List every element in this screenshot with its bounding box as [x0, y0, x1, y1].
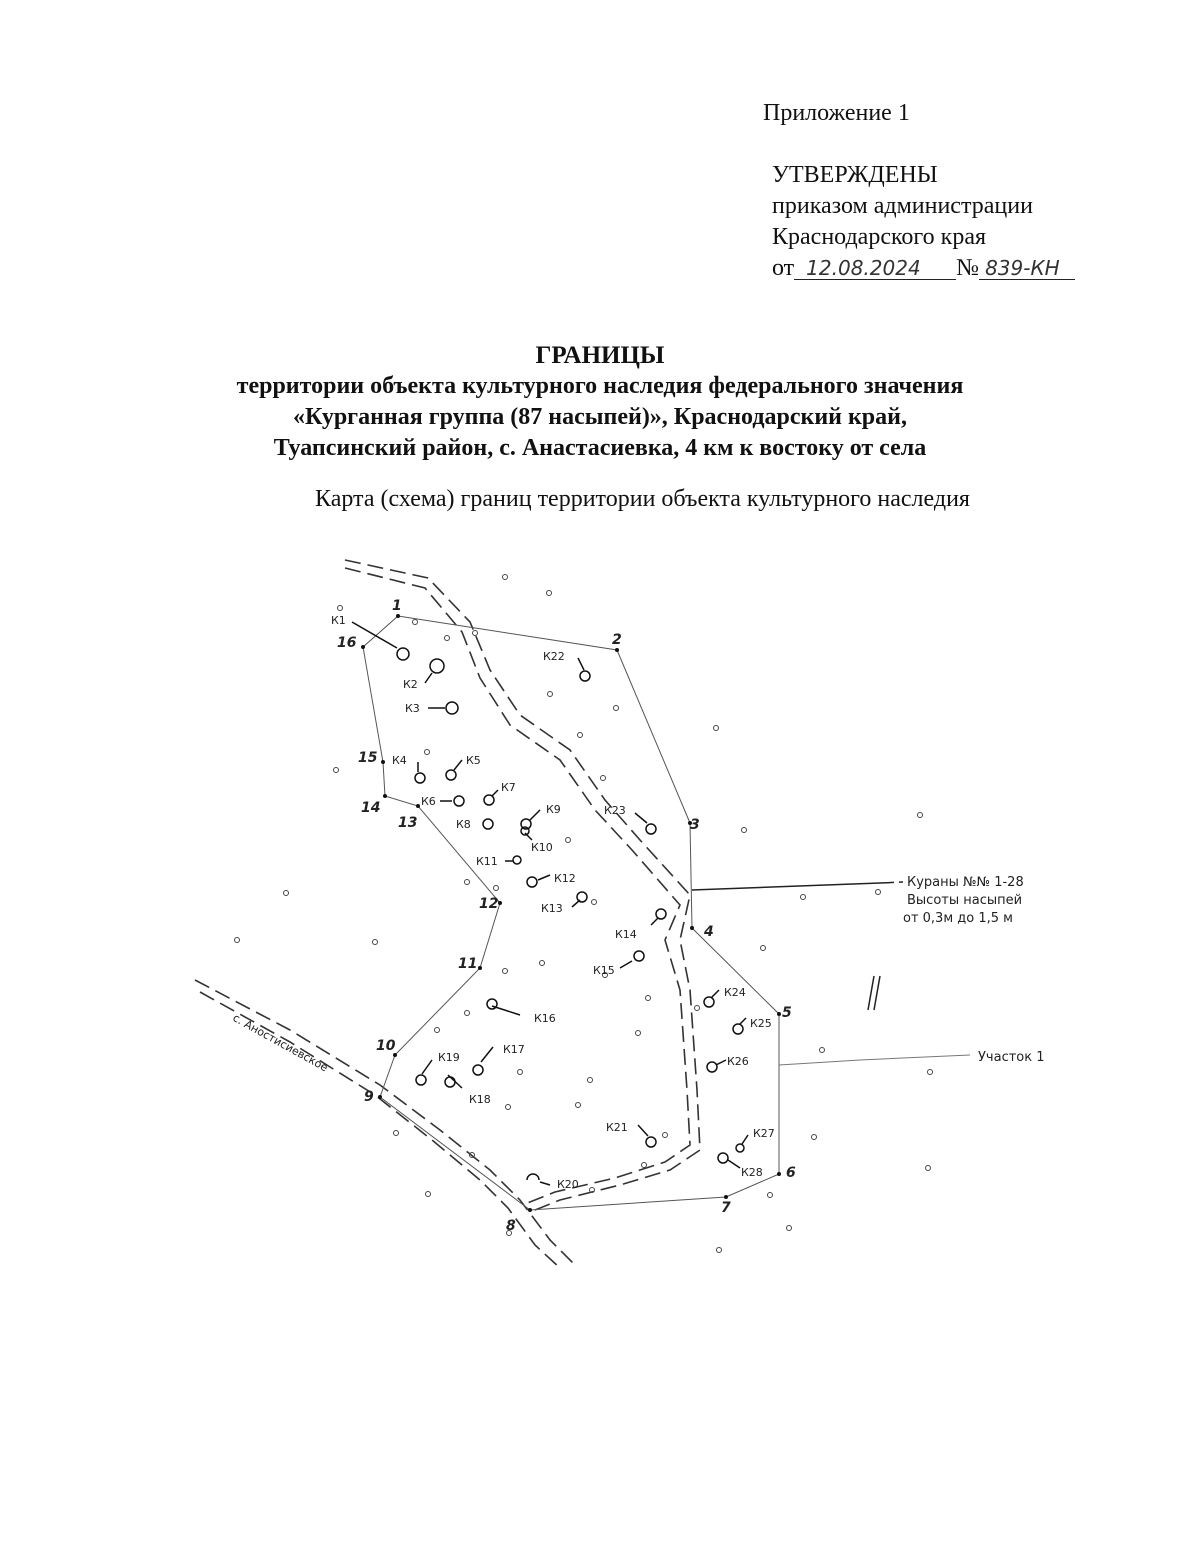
kurgan-label: К2 [403, 678, 418, 691]
date-value: 12.08.2024 [794, 257, 956, 280]
kurgan-label: К24 [724, 986, 746, 999]
kurgan-label: К7 [501, 781, 516, 794]
kurgan-label: К4 [392, 754, 407, 767]
boundary-point-label: 2 [612, 632, 622, 648]
approved-line-3: Краснодарского края [772, 224, 987, 250]
kurgan-label: К14 [615, 928, 637, 941]
boundary-point-label: 6 [786, 1165, 796, 1181]
kurgan-label: К27 [753, 1127, 775, 1140]
title-line-3: Туапсинский район, с. Анастасиевка, 4 км к востоку от села [273, 435, 927, 461]
boundary-point-label: 7 [721, 1200, 731, 1216]
kurgan-label: К19 [438, 1051, 460, 1064]
kurgan-label: К6 [421, 795, 436, 808]
kurgan-label: К10 [531, 841, 553, 854]
boundary-point-label: 14 [361, 800, 381, 816]
kurgan-label: К25 [750, 1017, 772, 1030]
appendix-label: Приложение 1 [763, 100, 910, 126]
boundary-point-labels [337, 598, 796, 1234]
kurgan-label: К5 [466, 754, 481, 767]
approval-date-line [772, 253, 1075, 284]
kurgan-label: К23 [604, 804, 626, 817]
approved-line-2: приказом администрации [772, 193, 1033, 219]
legend-line-3: от 0,3м до 1,5 м [903, 911, 1013, 926]
legend-line-1: Кураны №№ 1-28 [907, 875, 1024, 890]
boundary-point-label: 3 [690, 817, 700, 833]
plot-label: Участок 1 [978, 1050, 1045, 1065]
kurgan-label: К12 [554, 872, 576, 885]
kurgan-label: К21 [606, 1121, 628, 1134]
boundary-point-label: 10 [376, 1038, 396, 1054]
boundary-map [0, 540, 1200, 1300]
boundary-point-label: 13 [398, 815, 418, 831]
kurgan-label: К17 [503, 1043, 525, 1056]
north-hatch [868, 976, 880, 1010]
boundary-point-label: 12 [479, 896, 499, 912]
kurgan-label: К9 [546, 803, 561, 816]
kurgan-label: К8 [456, 818, 471, 831]
legend-line-2: Высоты насыпей [907, 893, 1023, 908]
date-prefix: от [772, 255, 795, 281]
boundary-point-label: 5 [782, 1005, 792, 1021]
map-legend [903, 875, 1024, 926]
kurgan-labels [331, 614, 775, 1191]
boundary-point-label: 16 [337, 635, 357, 651]
kurgan-label: К20 [557, 1178, 579, 1191]
boundary-point-label: 1 [392, 598, 402, 614]
approved-title: УТВЕРЖДЕНЫ [772, 162, 938, 188]
kurgan-label: К15 [593, 964, 615, 977]
kurgan-label: К26 [727, 1055, 749, 1068]
boundary-point-label: 15 [358, 750, 378, 766]
survey-dots [235, 575, 933, 1253]
boundary-point-label: 11 [458, 956, 478, 972]
order-number: 839-КН [979, 257, 1075, 280]
title-line-2: «Курганная группа (87 насыпей)», Краснодарский край, [293, 404, 907, 430]
boundary-point-markers [361, 614, 781, 1212]
boundary-point-label: 9 [364, 1089, 374, 1105]
kurgan-label: К18 [469, 1093, 491, 1106]
boundary-point-label: 4 [704, 924, 714, 940]
approval-block [772, 160, 1075, 284]
boundary-point-label: 8 [506, 1218, 516, 1234]
kurgan-label: К13 [541, 902, 563, 915]
road-label: с. Аностисиевское [230, 1011, 331, 1075]
kurgan-label: К22 [543, 650, 565, 663]
kurgan-label: К3 [405, 702, 420, 715]
map-subtitle: Карта (схема) границ территории объекта культурного наследия [315, 486, 970, 512]
kurgan-label: К11 [476, 855, 498, 868]
kurgan-label: К28 [741, 1166, 763, 1179]
title-line-1: территории объекта культурного наследия федерального значения [236, 373, 964, 399]
document-title [0, 340, 1200, 464]
kurgan-label: К1 [331, 614, 346, 627]
title-main: ГРАНИЦЫ [535, 342, 665, 369]
number-prefix: № [956, 255, 980, 281]
kurgan-label: К16 [534, 1012, 556, 1025]
